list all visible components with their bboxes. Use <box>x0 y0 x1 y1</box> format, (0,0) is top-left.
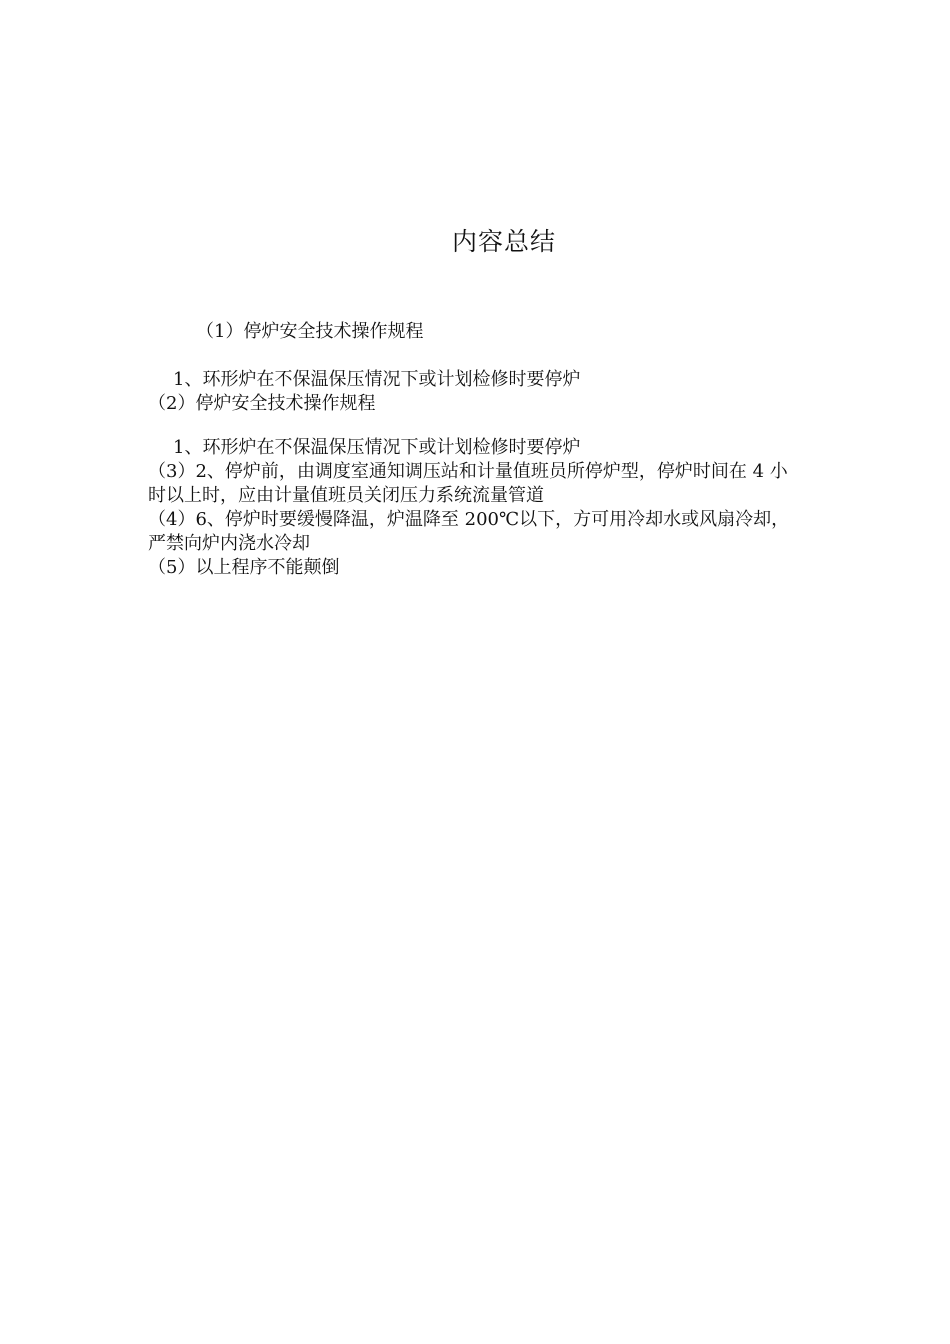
paragraph-item-5: （5）以上程序不能颠倒 <box>148 557 340 578</box>
paragraph-item-1b: 1、环形炉在不保温保压情况下或计划检修时要停炉 <box>173 437 581 458</box>
paragraph-item-1a: 1、环形炉在不保温保压情况下或计划检修时要停炉 <box>173 369 581 390</box>
document-body <box>148 320 798 580</box>
paragraph-item-2: （2）停炉安全技术操作规程 <box>148 393 376 414</box>
spacer <box>148 416 798 436</box>
section-heading: （1）停炉安全技术操作规程 <box>196 321 424 342</box>
paragraph-item-3: （3）2、停炉前，由调度室通知调压站和计量值班员所停炉型，停炉时间在 4 小时以上时，应由计量值班员关闭压力系统流量管道 <box>148 461 788 506</box>
spacer <box>148 344 798 368</box>
document-title: 内容总结 <box>451 227 556 256</box>
paragraph-item-4: （4）6、停炉时要缓慢降温，炉温降至 200℃以下，方可用冷却水或风扇冷却，严禁向炉内浇水冷却 <box>148 509 790 554</box>
